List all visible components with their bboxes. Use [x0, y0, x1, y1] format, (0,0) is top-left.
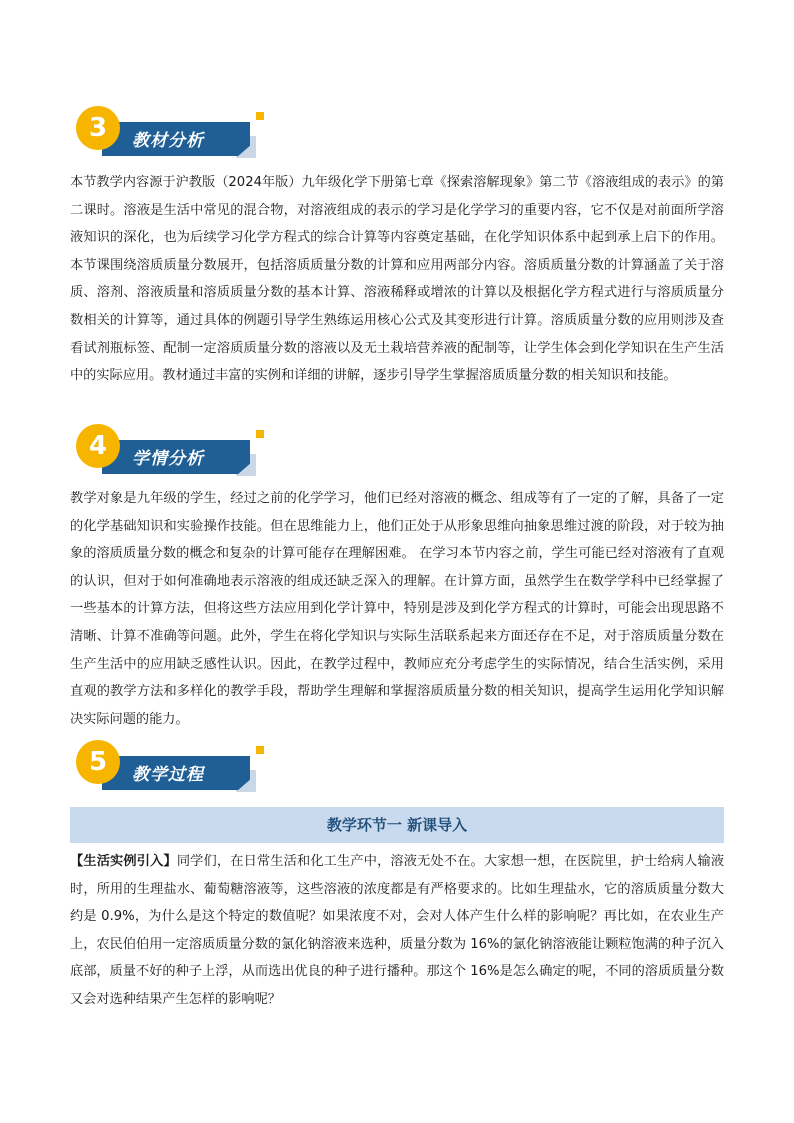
section-number-badge: 4 — [76, 424, 120, 468]
accent-square-icon — [256, 112, 264, 120]
section-header-5 — [76, 740, 276, 800]
section-header-3 — [76, 106, 276, 166]
intro-text: 同学们，在日常生活和化工生产中，溶液无处不在。大家想一想，在医院里，护士给病人输液时，所用的生理盐水、葡萄糖溶液等，这些溶液的浓度都是有严格要求的。比如生理盐水，它的溶质质量分数大约是 0.9%，为什么是这个特定的数值呢？如果浓度不对，会对人体产生什么样的影响呢？再比如，在农业生产上，农民伯伯用一定溶质质量分数的氯化钠溶液来选种，质量分数为 16%的氯化钠溶液能让颗粒饱满的种子沉入底部，质量不好的种子上浮，从而选出优良的种子进行播种。那这个 16%是怎么确定的呢，不同的溶质质量分数又会对选种结果产生怎样的影响呢？ — [70, 854, 725, 1007]
intro-paragraph — [70, 848, 724, 1014]
section-number-badge: 3 — [76, 106, 120, 150]
teaching-step-title-bar: 教学环节一 新课导入 — [70, 807, 724, 843]
section-title: 教材分析 — [132, 131, 204, 151]
accent-square-icon — [256, 746, 264, 754]
section-title: 学情分析 — [132, 449, 204, 469]
section-paragraph-textbook-analysis: 本节教学内容源于沪教版（2024年版）九年级化学下册第七章《探索溶解现象》第二节《溶液组成的表示》的第二课时。溶液是生活中常见的混合物，对溶液组成的表示的学习是化学学习的重要内容，它不仅是对前面所学溶液知识的深化，也为后续学习化学方程式的综合计算等内容奠定基础，在化学知识体系中起到承上启下的作用。 本节课围绕溶质质量分数展开，包括溶质质量分数的计算和应用两部分内容。溶质质量分数的计算涵盖了关于溶质、溶剂、溶液质量和溶质质量分数的基本计算、溶液稀释或增浓的计算以及根据化学方程式进行与溶质质量分数相关的计算等，通过具体的例题引导学生熟练运用核心公式及其变形进行计算。溶质质量分数的应用则涉及查看试剂瓶标签、配制一定溶质质量分数的溶液以及无土栽培营养液的配制等，让学生体会到化学知识在生产生活中的实际应用。教材通过丰富的实例和详细的讲解，逐步引导学生掌握溶质质量分数的相关知识和技能。 — [70, 175, 724, 384]
section-title: 教学过程 — [132, 765, 204, 785]
accent-square-icon — [256, 430, 264, 438]
section-number-badge: 5 — [76, 740, 120, 784]
section-paragraph-student-analysis: 教学对象是九年级的学生，经过之前的化学学习，他们已经对溶液的概念、组成等有了一定的了解，具备了一定的化学基础知识和实验操作技能。但在思维能力上，他们正处于从形象思维向抽象思维过渡的阶段，对于较为抽象的溶质质量分数的概念和复杂的计算可能存在理解困难。 在学习本节内容之前，学生可能已经对溶液有了直观的认识，但对于如何准确地表示溶液的组成还缺乏深入的理解。在计算方面，虽然学生在数学学科中已经掌握了一些基本的计算方法，但将这些方法应用到化学计算中，特别是涉及到化学方程式的计算时，可能会出现思路不清晰、计算不准确等问题。此外，学生在将化学知识与实际生活联系起来方面还存在不足，对于溶质质量分数在生产生活中的应用缺乏感性认识。因此，在教学过程中，教师应充分考虑学生的实际情况，结合生活实例，采用直观的教学方法和多样化的教学手段，帮助学生理解和掌握溶质质量分数的相关知识，提高学生运用化学知识解决实际问题的能力。 — [70, 491, 724, 727]
intro-tag: 【生活实例引入】 — [70, 854, 177, 869]
section-header-4 — [76, 424, 276, 484]
